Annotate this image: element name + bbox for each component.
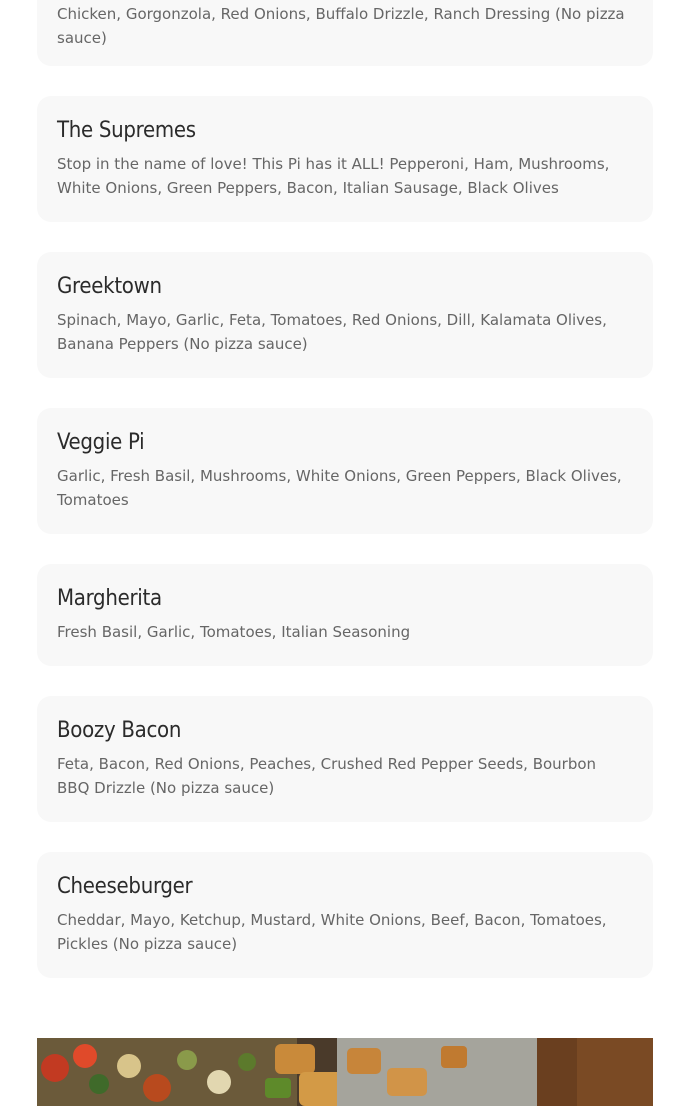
- pizza-photo-graphic: [37, 1038, 653, 1106]
- menu-item-card: [37, 852, 653, 978]
- menu-item-description: Cheddar, Mayo, Ketchup, Mustard, White Onions, Beef, Bacon, Tomatoes, Pickles (No pizza sauce): [57, 911, 607, 953]
- menu-item-card: [37, 408, 653, 534]
- menu-item-description: Spinach, Mayo, Garlic, Feta, Tomatoes, Red Onions, Dill, Kalamata Olives, Banana Peppers (No pizza sauce): [57, 311, 607, 353]
- menu-item-title: Boozy Bacon: [57, 718, 182, 743]
- menu-item-title: The Supremes: [57, 118, 196, 143]
- menu-item-description: Feta, Bacon, Red Onions, Peaches, Crushed Red Pepper Seeds, Bourbon BBQ Drizzle (No pizza sauce): [57, 755, 597, 797]
- menu-item-description: Stop in the name of love! This Pi has it ALL! Pepperoni, Ham, Mushrooms, White Onions, Green Peppers, Bacon, Italian Sausage, Black Olives: [57, 155, 610, 197]
- pizza-photo: [37, 1038, 653, 1106]
- menu-item-card: [37, 0, 653, 66]
- menu-item-card: [37, 564, 653, 666]
- menu-item-description: Chicken, Gorgonzola, Red Onions, Buffalo Drizzle, Ranch Dressing (No pizza sauce): [57, 5, 625, 47]
- menu-item-title: Greektown: [57, 274, 162, 299]
- menu-item-card: [37, 96, 653, 222]
- menu-item-card: [37, 696, 653, 822]
- menu-item-title: Cheeseburger: [57, 874, 193, 899]
- menu-item-title: Veggie Pi: [57, 430, 145, 455]
- menu-item-title: Margherita: [57, 586, 162, 611]
- menu-item-description: Garlic, Fresh Basil, Mushrooms, White Onions, Green Peppers, Black Olives, Tomatoes: [57, 467, 622, 509]
- menu-item-card: [37, 252, 653, 378]
- menu-item-description: Fresh Basil, Garlic, Tomatoes, Italian Seasoning: [57, 623, 411, 641]
